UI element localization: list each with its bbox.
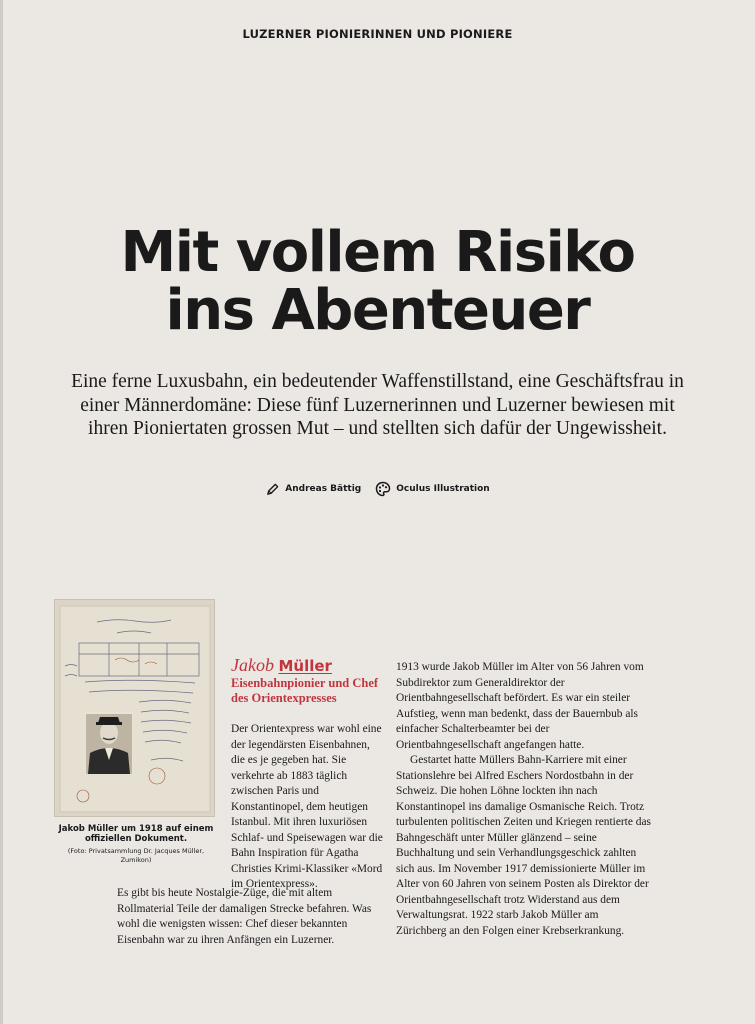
author-credit: [265, 482, 361, 497]
profile-role: Eisenbahnpionier und Chef des Orientexpresses: [231, 676, 379, 705]
body-paragraph-3: 1913 wurde Jakob Müller im Alter von 56 Jahren vom Subdirektor zum Generaldirektor der Orientbahngesellschaft befördert. Es war ein steiler Aufstieg, wenn man bedenkt, dass der Bauernbub als einfacher Schalterbeamter bei der Orientbahngesellschaft angefangen hatte.: [396, 661, 644, 751]
illustrator-name: Oculus Illustration: [396, 484, 490, 494]
last-name: Müller: [278, 657, 332, 675]
byline: [0, 481, 755, 497]
historical-document-photo: [55, 600, 214, 816]
lead-paragraph: Eine ferne Luxusbahn, ein bedeutender Waffenstillstand, eine Geschäftsfrau in einer Männerdomäne: Diese fünf Luzernerinnen und Luzerner bewiesen mit ihren Pioniertaten grossen Mut – und stellten sich dafür der Ungewissheit.: [71, 371, 684, 439]
body-paragraph-2: Es gibt bis heute Nostalgie-Züge, die mit altem Rollmaterial Teile der damaligen Strecke befahren. Was wohl die wenigsten wissen: Chef dieser bekannten Eisenbahn war zu ihren Anfängen ein Luzerner.: [117, 887, 372, 946]
photo-credit: (Foto: Privatsammlung Dr. Jacques Müller, Zumikon): [67, 847, 205, 864]
body-column-1-continued: [117, 886, 383, 948]
page-edge: [0, 0, 3, 1024]
title-line-1: Mit vollem Risiko: [120, 220, 635, 285]
profile-name: [231, 655, 332, 676]
section-label: LUZERNER PIONIERINNEN UND PIONIERE: [242, 27, 513, 41]
author-name: Andreas Bättig: [285, 484, 362, 494]
article-title: [0, 220, 755, 343]
illustration-credit: [375, 481, 489, 497]
body-column-2: [396, 660, 651, 939]
caption-text: Jakob Müller um 1918 auf einem offiziellen Dokument.: [58, 824, 214, 844]
first-name: Jakob: [231, 655, 274, 675]
palette-icon: [375, 481, 391, 497]
body-paragraph-4: Gestartet hatte Müllers Bahn-Karriere mit einer Stationslehre bei Alfred Eschers Nordostbahn in der Schweiz. Die hohen Löhne lockten ihn nach Konstantinopel ins damalige Osmanische Reich. Trotz turbulenten politischen Zeiten und Kriegen rentierte das Bahngeschäft unter Müller glänzend – seine Buchhaltung und sein Verhandlungsgeschick zahlten sich aus. Im November 1917 demissionierte Müller im Alter von 60 Jahren von seinem Posten als Direktor der Orientbahngesellschaft trotz Widerstand aus dem Verwaltungsrat. 1922 starb Jakob Müller am Zürichberg an den Folgen einer Krebserkrankung.: [396, 754, 651, 937]
title-line-2: ins Abenteuer: [165, 278, 590, 343]
body-paragraph-1: Der Orientexpress war wohl eine der legendärsten Eisenbahnen, die es je gegeben hat. Sie verkehrte ab 1883 täglich zwischen Paris und Konstantinopel, dem heutigen Istanbul. Mit ihren luxuriösen Schlaf- und Speisewagen war die Bahn Inspiration für Agatha Christies Krimi-Klassiker «Mord im Orientexpress».: [231, 723, 383, 890]
photo-caption: [55, 824, 217, 865]
pencil-icon: [265, 482, 280, 497]
body-column-1: [231, 722, 383, 893]
